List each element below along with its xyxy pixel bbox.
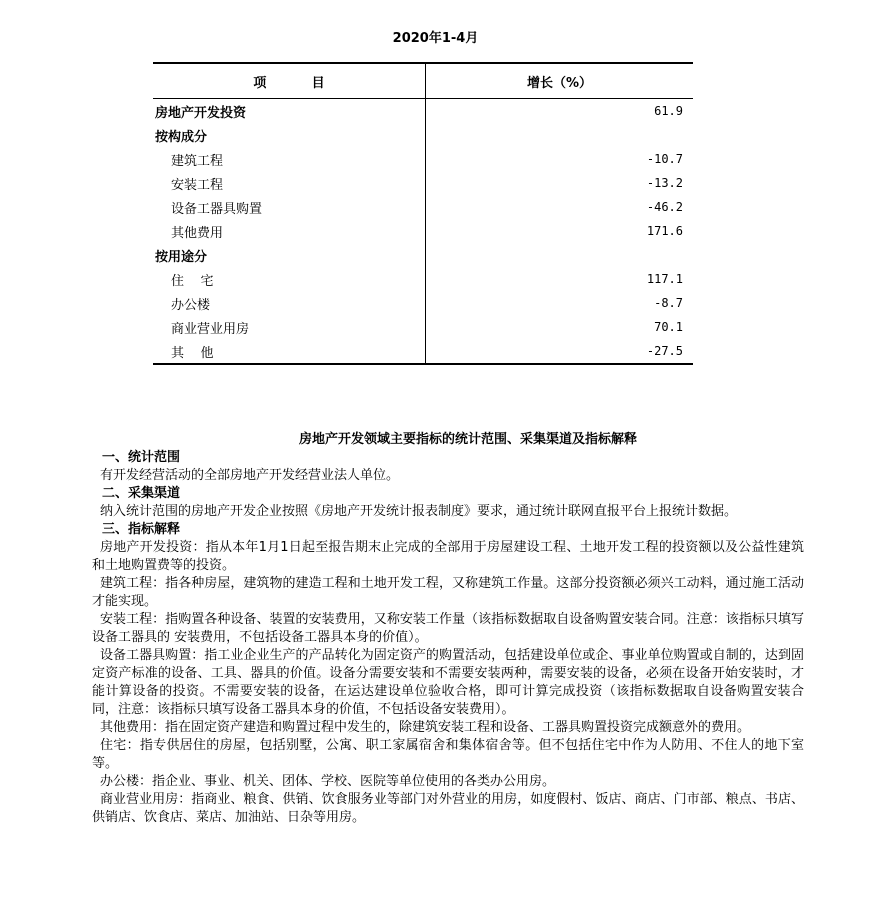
definition-commercial: 商业营业用房：指商业、粮食、供销、饮食服务业等部门对外营业的用房，如度假村、饭店、商店、门市部、粮点、书店、供销店、饮食店、菜店、加油站、日杂等用房。 [92,792,804,825]
row-label: 设备工器具购置 [153,195,426,219]
channel-text: 纳入统计范围的房地产开发企业按照《房地产开发统计报表制度》要求，通过统计联网直报平台上报统计数据。 [100,504,738,519]
definition-equipment: 设备工器具购置：指工业企业生产的产品转化为固定资产的购置活动，包括建设单位或企、事业单位购置或自制的，达到固定资产标准的设备、工具、器具的价值。设备分需要安装和不需要安装两种，需要安装的设备，必须在设备开始安装时，才能计算设备的投资。不需要安装的设备，在运达建设单位验收合格，即可计算完成投资（该指标数据取自设备购置安装合同，注意：该指标只填写设备工器具本身的价值，不包括设备安装费用）。 [92,648,804,717]
row-value [426,243,694,267]
header-growth: 增长（%） [426,63,694,99]
scope-text: 有开发经营活动的全部房地产开发经营业法人单位。 [100,468,400,483]
row-value: 117.1 [646,272,683,286]
row-label: 商业营业用房 [153,315,426,339]
row-value: 171.6 [646,224,683,238]
definition-residential: 住宅：指专供居住的房屋，包括别墅，公寓、职工家属宿舍和集体宿舍等。但不包括住宅中作为人防用、不住人的地下室等。 [92,738,804,771]
row-label: 办公楼 [153,291,426,315]
table-row [153,171,693,195]
table-row [153,267,693,291]
section-heading-channel: 二、采集渠道 [102,486,181,501]
row-value: -13.2 [646,176,683,190]
definition-installation: 安装工程：指购置各种设备、装置的安装费用，又称安装工作量（该指标数据取自设备购置安装合同。注意：该指标只填写设备工器具的 安装费用，不包括设备工器具本身的价值）。 [92,612,804,645]
row-label: 建筑工程 [153,147,426,171]
row-value: 70.1 [654,320,683,334]
table-header-row [153,63,693,99]
definition-investment: 房地产开发投资：指从本年1月1日起至报告期末止完成的全部用于房屋建设工程、土地开发工程的投资额以及公益性建筑和土地购置费等的投资。 [92,540,804,573]
section-heading-definitions: 三、指标解释 [102,522,181,537]
table-row [153,99,693,124]
header-item: 项 目 [153,63,426,99]
period-title: 2020年1-4月 [392,31,479,46]
row-label: 其 他 [153,339,426,364]
definition-other-costs: 其他费用：指在固定资产建造和购置过程中发生的，除建筑安装工程和设备、工器具购置投资完成额意外的费用。 [100,720,751,735]
definition-construction: 建筑工程：指各种房屋，建筑物的建造工程和土地开发工程，又称建筑工作量。这部分投资额必须兴工动料，通过施工活动才能实现。 [92,576,804,609]
table-row [153,243,693,267]
row-label: 住 宅 [153,267,426,291]
section-heading-scope: 一、统计范围 [102,450,181,465]
indicator-notes [92,431,804,827]
notes-title: 房地产开发领域主要指标的统计范围、采集渠道及指标解释 [298,432,637,447]
definition-office: 办公楼：指企业、事业、机关、团体、学校、医院等单位使用的各类办公用房。 [100,774,556,789]
table-row [153,291,693,315]
table-row [153,219,693,243]
row-label: 安装工程 [153,171,426,195]
row-value: -10.7 [646,152,683,166]
table-row [153,147,693,171]
row-value [426,123,694,147]
row-label: 按构成分 [153,123,426,147]
row-value: -27.5 [426,339,694,364]
row-label: 其他费用 [153,219,426,243]
row-value: -46.2 [646,200,683,214]
row-value: -8.7 [654,296,683,310]
table-row [153,339,693,364]
table-row [153,195,693,219]
row-value: 61.9 [654,104,683,118]
growth-table [153,62,693,365]
row-label: 按用途分 [153,243,426,267]
table-row [153,315,693,339]
table-row [153,123,693,147]
row-label: 房地产开发投资 [153,99,426,124]
